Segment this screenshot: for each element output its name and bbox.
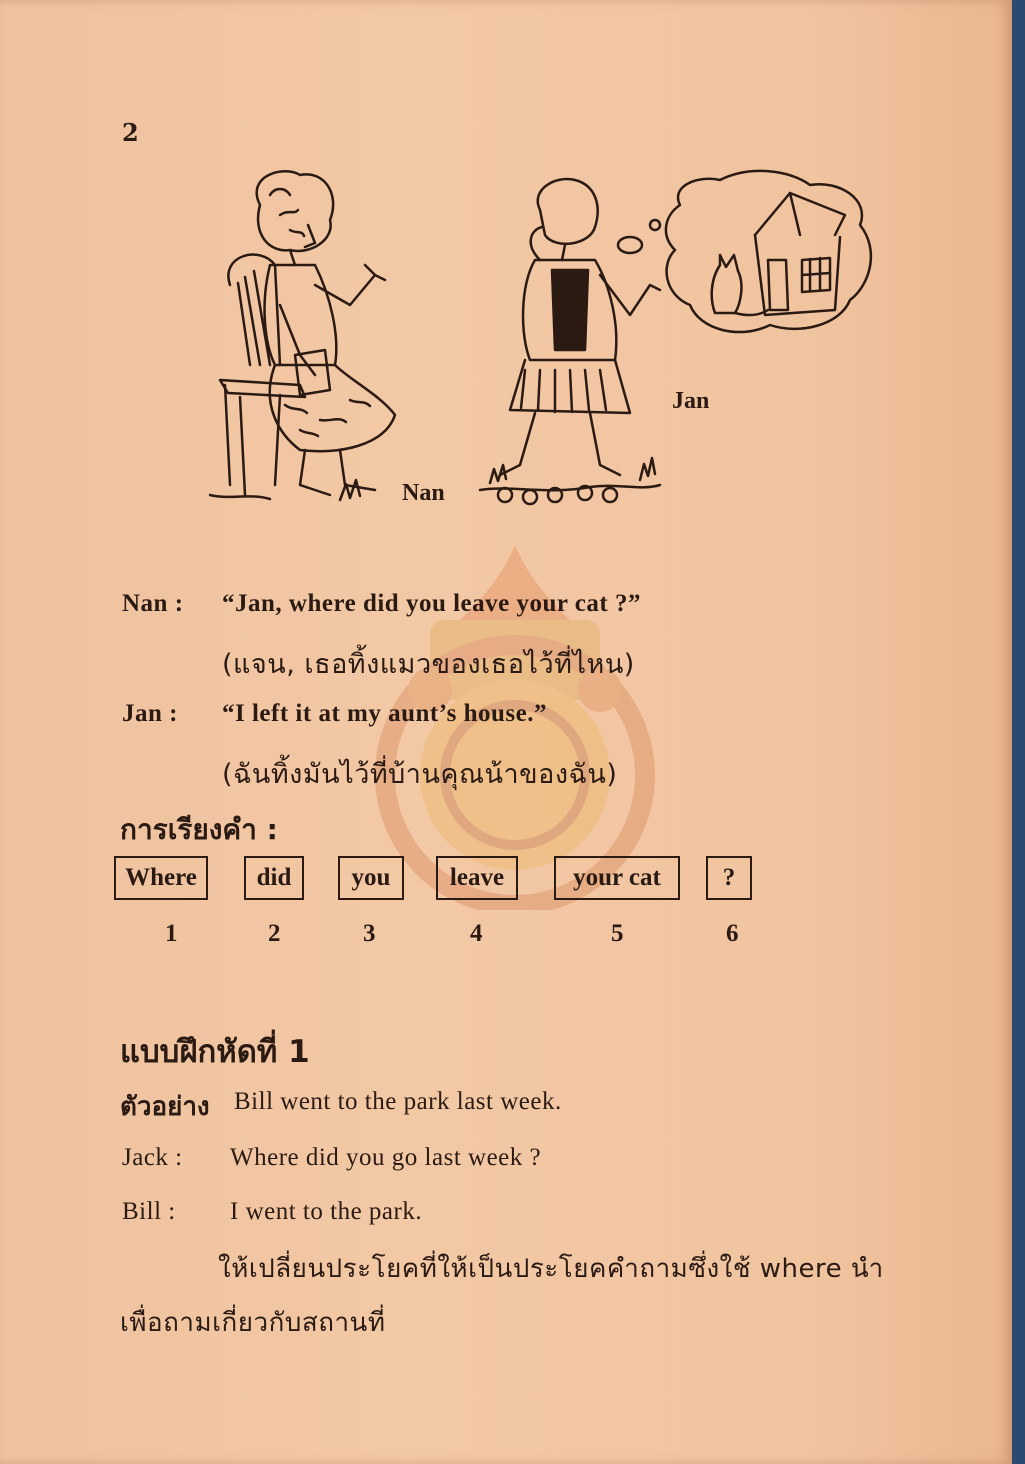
exercise-title: แบบฝึกหัดที่ 1 <box>120 1034 310 1070</box>
word-number-3: 3 <box>363 920 376 947</box>
word-number-1: 1 <box>165 920 178 947</box>
illustration <box>190 165 890 545</box>
nan-figure <box>210 171 395 500</box>
word-box-1: Where <box>114 856 208 900</box>
chair-drawing <box>220 255 305 495</box>
word-box-5: your cat <box>554 856 680 900</box>
word-number-4: 4 <box>470 920 483 947</box>
page-number: 2 <box>122 118 139 147</box>
line-text-jack: Where did you go last week ? <box>230 1144 542 1171</box>
example-text: Bill went to the park last week. <box>234 1088 562 1115</box>
label-nan: Nan <box>402 480 445 506</box>
instruction-line-1: ให้เปลี่ยนประโยคที่ให้เป็นประโยคคำถามซึ่งใช้ where นำ <box>218 1254 884 1284</box>
word-order-heading: การเรียงคำ : <box>120 813 278 846</box>
example-label: ตัวอย่าง <box>120 1092 210 1122</box>
word-box-6: ? <box>706 856 752 900</box>
word-number-5: 5 <box>611 920 624 947</box>
instruction-line-2: เพื่อถามเกี่ยวกับสถานที่ <box>120 1308 386 1338</box>
dialogue-english-nan: “Jan, where did you leave your cat ?” <box>222 590 641 617</box>
label-jan: Jan <box>672 388 710 414</box>
thought-bubble <box>618 171 871 332</box>
word-box-4: leave <box>436 856 518 900</box>
dialogue-speaker-nan: Nan : <box>122 590 184 617</box>
word-number-2: 2 <box>268 920 281 947</box>
dialogue-thai-nan: (แจน, เธอทิ้งแมวของเธอไว้ที่ไหน) <box>222 649 635 680</box>
word-box-2: did <box>244 856 304 900</box>
line-text-bill: I went to the park. <box>230 1198 423 1225</box>
line-speaker-jack: Jack : <box>122 1144 183 1171</box>
line-speaker-bill: Bill : <box>122 1198 176 1225</box>
word-number-6: 6 <box>726 920 739 947</box>
dialogue-thai-jan: (ฉันทิ้งมันไว้ที่บ้านคุณน้าของฉัน) <box>222 759 618 790</box>
jan-figure <box>480 179 660 504</box>
dialogue-english-jan: “I left it at my aunt’s house.” <box>222 700 547 727</box>
word-box-3: you <box>338 856 404 900</box>
dialogue-speaker-jan: Jan : <box>122 700 178 727</box>
